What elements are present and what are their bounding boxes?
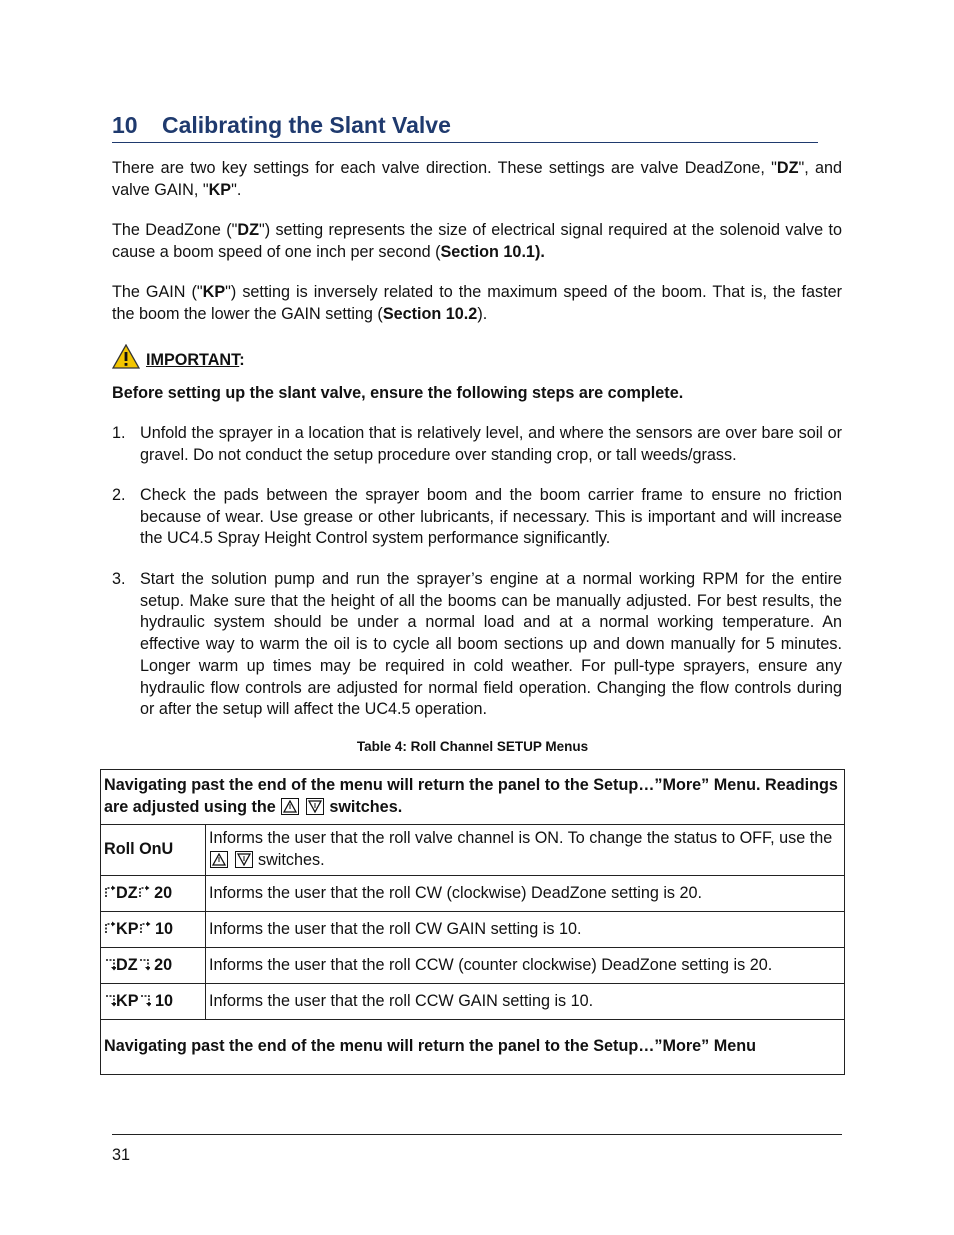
clockwise-arrow-icon bbox=[138, 884, 150, 898]
important-label: IMPORTANT bbox=[146, 351, 240, 369]
table-footer-row: Navigating past the end of the menu will return the panel to the Setup…”More” Menu bbox=[101, 1020, 845, 1075]
table-row bbox=[101, 984, 845, 1020]
step-2: 2. Check the pads between the sprayer boom and the boom carrier frame to ensure no friction because of wear. Use grease or other lubricants, if necessary. This is important and will increase the UC4.5 Spray Height Control system performance significantly. bbox=[112, 486, 842, 548]
counter-clockwise-arrow-icon bbox=[104, 992, 116, 1006]
intro-paragraph-1: There are two key settings for each valve direction. These settings are valve DeadZone, "DZ", and valve GAIN, "KP". bbox=[112, 159, 842, 199]
menu-description: Informs the user that the roll valve channel is ON. To change the status to OFF, use the switches. bbox=[206, 825, 845, 876]
menu-key: DZ 20 bbox=[101, 948, 206, 984]
section-heading bbox=[112, 110, 818, 143]
menu-description: Informs the user that the roll CCW (counter clockwise) DeadZone setting is 20. bbox=[206, 948, 845, 984]
step-1: 1. Unfold the sprayer in a location that is relatively level, and where the sensors are over bare soil or gravel. Do not conduct the setup procedure over standing crop, or tall weeds/grass. bbox=[112, 424, 842, 464]
section-title: Calibrating the Slant Valve bbox=[162, 112, 451, 138]
menu-description: Informs the user that the roll CCW GAIN setting is 10. bbox=[206, 984, 845, 1020]
menu-key: Roll OnU bbox=[101, 825, 206, 876]
intro-paragraph-2: The DeadZone ("DZ") setting represents the size of electrical signal required at the solenoid valve to cause a boom speed of one inch per second (Section 10.1). bbox=[112, 221, 843, 261]
page-number: 31 bbox=[112, 1146, 131, 1164]
clockwise-arrow-icon bbox=[104, 920, 116, 934]
menu-key: KP 10 bbox=[101, 912, 206, 948]
table-row bbox=[101, 948, 845, 984]
down-arrow-switch-icon bbox=[235, 851, 253, 868]
roll-channel-setup-table bbox=[100, 769, 845, 1075]
up-arrow-switch-icon bbox=[281, 798, 299, 815]
counter-clockwise-arrow-icon bbox=[104, 956, 116, 970]
clockwise-arrow-icon bbox=[104, 884, 116, 898]
table-header-row: Navigating past the end of the menu will return the panel to the Setup…”More” Menu. Readings are adjusted using the switches. bbox=[101, 770, 845, 825]
menu-key: DZ 20 bbox=[101, 876, 206, 912]
table-row bbox=[101, 912, 845, 948]
down-arrow-switch-icon bbox=[306, 798, 324, 815]
important-subheading: Before setting up the slant valve, ensure the following steps are complete. bbox=[112, 384, 684, 402]
table-row bbox=[101, 825, 845, 876]
up-arrow-switch-icon bbox=[210, 851, 228, 868]
menu-key: KP 10 bbox=[101, 984, 206, 1020]
section-number: 10 bbox=[112, 112, 138, 138]
table-caption: Table 4: Roll Channel SETUP Menus bbox=[356, 739, 589, 754]
counter-clockwise-arrow-icon bbox=[139, 992, 151, 1006]
counter-clockwise-arrow-icon bbox=[138, 956, 150, 970]
menu-description: Informs the user that the roll CW GAIN setting is 10. bbox=[206, 912, 845, 948]
warning-triangle-icon bbox=[112, 344, 140, 375]
menu-description: Informs the user that the roll CW (clockwise) DeadZone setting is 20. bbox=[206, 876, 845, 912]
important-notice: IMPORTANT: bbox=[112, 344, 245, 375]
table-row bbox=[101, 876, 845, 912]
step-3: 3. Start the solution pump and run the sprayer’s engine at a normal working RPM for the entire setup. Make sure that the height of all the booms can be manually adjusted. For best results, the hydraulic system should be under a normal load and at a normal working temperature. An effective way to warm the oil is to cycle all boom sections up and down manually for 5 minutes. Longer warm up times may be required in cold weather. For pull-type sprayers, ensure any hydraulic flow controls are adjusted for normal field operation. Changing the flow controls during or after the setup will affect the UC4.5 operation. bbox=[112, 570, 842, 719]
intro-paragraph-3: The GAIN ("KP") setting is inversely related to the maximum speed of the boom. That is, the faster the boom the lower the GAIN setting (Section 10.2). bbox=[112, 283, 842, 323]
footer-rule bbox=[112, 1134, 842, 1135]
clockwise-arrow-icon bbox=[139, 920, 151, 934]
